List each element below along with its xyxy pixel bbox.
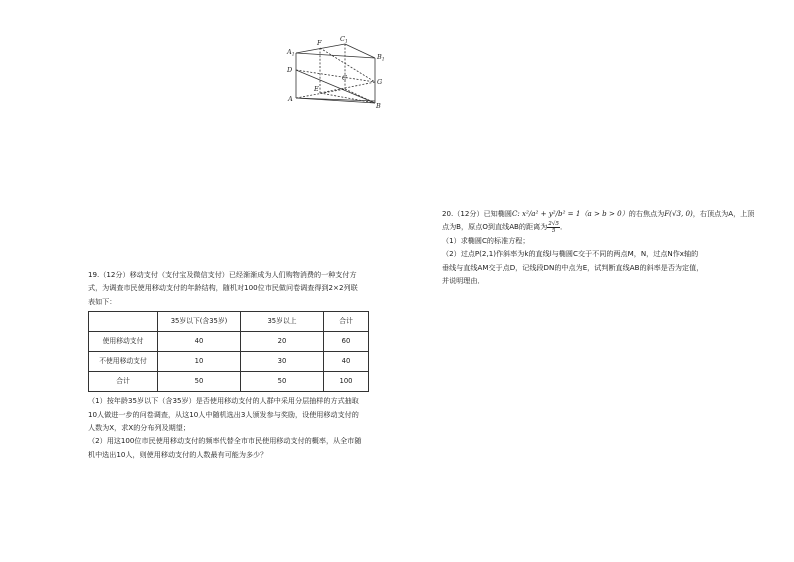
edge-c1-b1 xyxy=(345,44,375,58)
q20-part-2-line-3: 并说明理由． xyxy=(442,276,485,286)
ellipse-equation: C: x²/a² + y²/b² = 1（a > b > 0） xyxy=(511,209,629,218)
q20-line-1 xyxy=(442,207,755,220)
q20-part-1: （1）求椭圆C的标准方程； xyxy=(442,235,530,245)
label-b: B xyxy=(376,102,381,109)
table-cell: 40 xyxy=(158,332,241,352)
q19-part-2-line-2: 机中选出10人，则使用移动支付的人数最有可能为多少？ xyxy=(88,449,268,459)
table-cell: 20 xyxy=(241,332,324,352)
table-header-cell: 35岁以下(含35岁) xyxy=(158,312,241,332)
label-c: C xyxy=(342,74,347,82)
q19-line-3: 表如下： xyxy=(88,296,117,306)
table-cell: 60 xyxy=(324,332,369,352)
table-row xyxy=(89,352,369,372)
table-cell: 30 xyxy=(241,352,324,372)
contingency-table xyxy=(88,311,369,392)
table-cell: 使用移动支付 xyxy=(89,332,158,352)
q20-focus-text: 的右焦点为 xyxy=(628,209,665,218)
table-cell: 40 xyxy=(324,352,369,372)
table-header-cell: 合计 xyxy=(324,312,369,332)
segment-f-g xyxy=(320,48,375,82)
q20-line-2 xyxy=(442,220,752,234)
q20-part-2-line-1: （2）过点P(2,1)作斜率为k的直线l与椭圆C交于不同的两点M，N，过点N作x轴的 xyxy=(442,249,699,259)
distance-fraction xyxy=(547,221,560,234)
table-cell: 10 xyxy=(158,352,241,372)
q19-part-1-line-2: 10人做进一步的问卷调查，从这10人中随机选出3人颁发参与奖励，设使用移动支付的 xyxy=(88,409,359,419)
q20-period: ． xyxy=(559,222,568,232)
q19-line-2: 式，为调查市民使用移动支付的年龄结构，随机对100位市民做问卷调查得到2×2列联 xyxy=(88,283,358,293)
label-a1: $A_1$ xyxy=(287,48,295,58)
q19-part-1-line-1: （1）按年龄35岁以下（含35岁）是否使用移动支付的人群中采用分层抽样的方式抽取 xyxy=(88,396,359,406)
segment-d-g xyxy=(296,70,375,82)
label-d: D xyxy=(287,66,293,74)
table-cell: 合计 xyxy=(89,372,158,392)
table-row xyxy=(89,372,369,392)
label-c1: $C_1$ xyxy=(340,35,348,45)
label-e: E xyxy=(314,85,319,93)
edge-a-c xyxy=(296,89,345,98)
fraction-denominator: 5 xyxy=(551,227,556,234)
label-a: A xyxy=(288,95,293,103)
q20-distance-text: 点为B，原点O到直线AB的距离为 xyxy=(442,222,548,232)
table-row xyxy=(89,332,369,352)
table-cell: 50 xyxy=(241,372,324,392)
question-19 xyxy=(88,268,410,461)
table-header-cell xyxy=(89,312,158,332)
table-header-row xyxy=(89,312,369,332)
focus-coordinate: F(√3, 0) xyxy=(664,209,693,218)
q20-intro: 20.（12分）已知椭圆 xyxy=(442,209,512,218)
q20-vertex-text: ，右顶点为A，上顶 xyxy=(692,209,755,218)
label-g: G xyxy=(377,78,383,86)
label-f: F xyxy=(317,39,322,47)
q19-line-1: 19.（12分）移动支付（支付宝及微信支付）已经渐渐成为人们购物消费的一种支付方 xyxy=(88,270,357,279)
question-20 xyxy=(442,207,755,288)
q19-part-2-line-1: （2）用这100位市民使用移动支付的频率代替全市市民使用移动支付的概率，从全市随 xyxy=(88,436,362,446)
q19-part-1-line-3: 人数为X，求X的分布列及期望； xyxy=(88,423,190,433)
label-b1: $B_1$ xyxy=(377,53,385,63)
table-cell: 100 xyxy=(324,372,369,392)
prism-figure xyxy=(282,33,392,109)
table-cell: 不使用移动支付 xyxy=(89,352,158,372)
q20-part-2-line-2: 垂线与直线AM交于点D，记线段DN的中点为E，试判断直线AB的斜率是否为定值， xyxy=(442,262,704,272)
table-header-cell: 35岁以上 xyxy=(241,312,324,332)
table-cell: 50 xyxy=(158,372,241,392)
fraction-numerator: 2√5 xyxy=(548,220,559,227)
